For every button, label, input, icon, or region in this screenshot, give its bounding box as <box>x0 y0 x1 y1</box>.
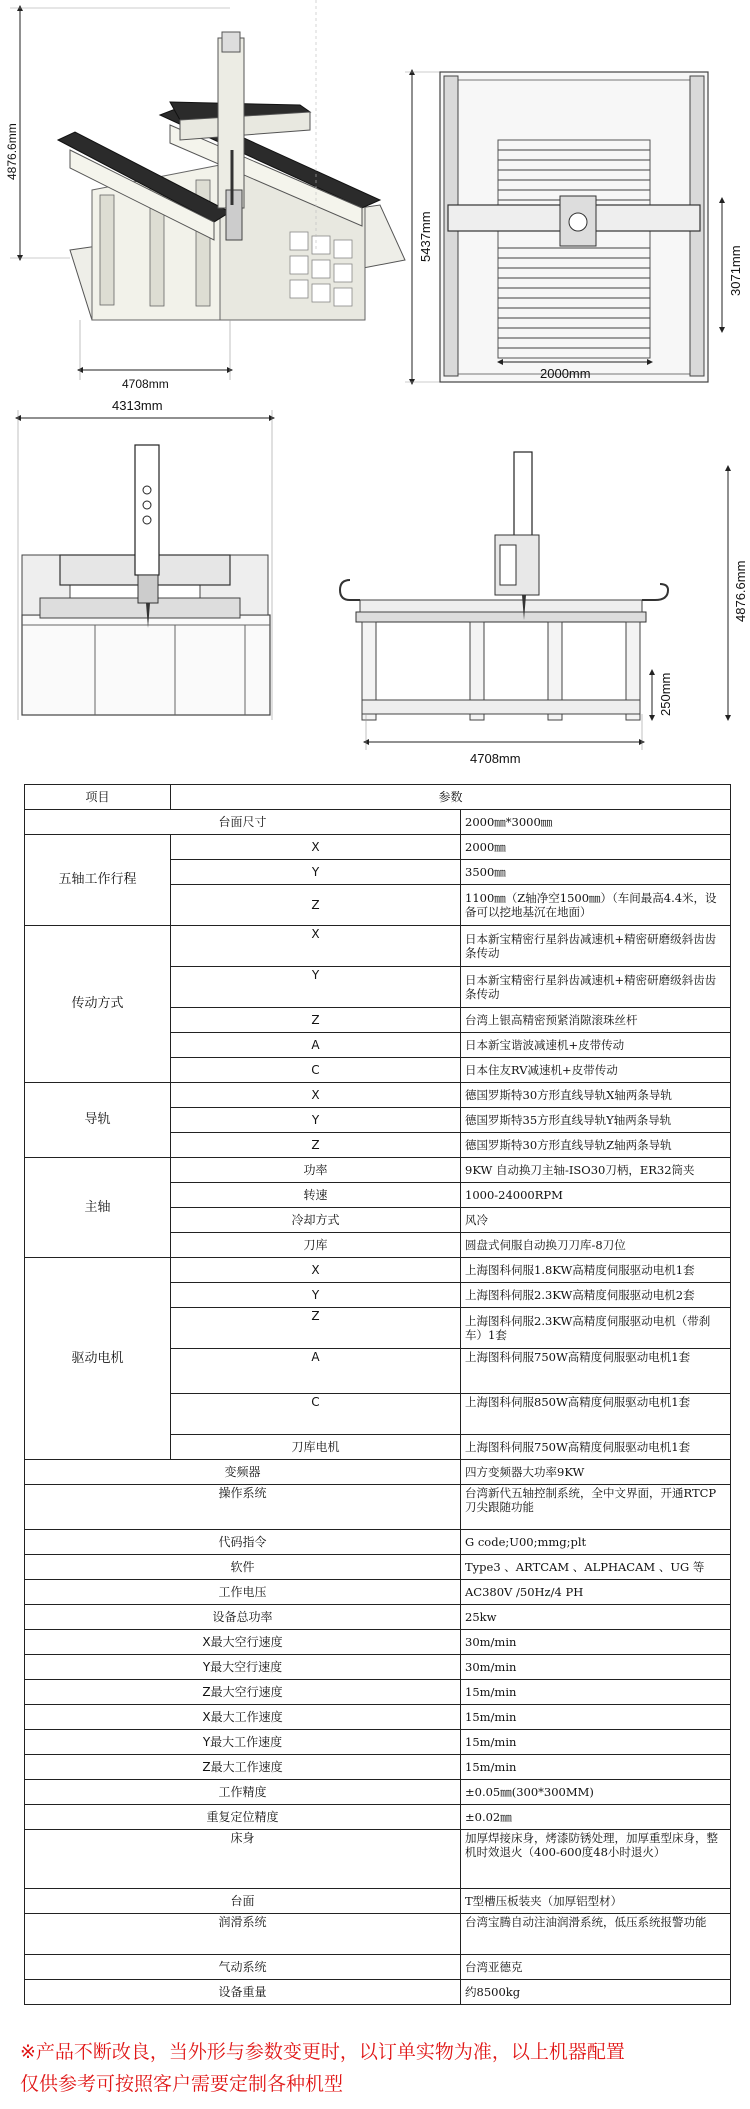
value-dm-c: 上海图科伺服850W高精度伺服驱动电机1套 <box>461 1394 731 1435</box>
row-control <box>25 1485 731 1530</box>
row-repeat <box>25 1805 731 1830</box>
top-view <box>405 72 743 382</box>
row-voltage <box>25 1580 731 1605</box>
key-inverter: 变频器 <box>25 1460 461 1485</box>
value-guide-y: 德国罗斯特35方形直线导轨Y轴两条导轨 <box>461 1108 731 1133</box>
value-accuracy: ±0.05㎜(300*300MM) <box>461 1780 731 1805</box>
value-travel-x: 2000㎜ <box>461 835 731 860</box>
key-power: 设备总功率 <box>25 1605 461 1630</box>
value-xwork: 15m/min <box>461 1705 731 1730</box>
disclaimer-line-1: ※产品不断改良，当外形与参数变更时，以订单实物为准，以上机器配置 <box>20 2041 625 2063</box>
iso-width-label: 4708mm <box>122 377 169 391</box>
key-pneu: 气动系统 <box>25 1955 461 1980</box>
group-guide: 导轨 <box>25 1083 171 1158</box>
row-sp-power <box>25 1158 731 1183</box>
key-trans-y: Y <box>171 967 461 1008</box>
row-xrapid <box>25 1630 731 1655</box>
top-width-label: 2000mm <box>540 366 591 381</box>
key-ywork: Y最大工作速度 <box>25 1730 461 1755</box>
key-sp-mag: 刀库 <box>171 1233 461 1258</box>
value-tabletop: T型槽压板装夹（加厚铝型材） <box>461 1889 731 1914</box>
value-code: G code;U00;mmg;plt <box>461 1530 731 1555</box>
key-travel-y: Y <box>171 860 461 885</box>
row-ywork <box>25 1730 731 1755</box>
row-inverter <box>25 1460 731 1485</box>
row-yrapid <box>25 1655 731 1680</box>
row-dm-x <box>25 1258 731 1283</box>
value-control: 台湾新代五轴控制系统，全中文界面，开通RTCP刀尖跟随功能 <box>461 1485 731 1530</box>
key-lube: 润滑系统 <box>25 1914 461 1955</box>
group-drive-motor: 驱动电机 <box>25 1258 171 1460</box>
value-sp-cool: 风冷 <box>461 1208 731 1233</box>
side-base-label: 250mm <box>658 672 673 716</box>
key-repeat: 重复定位精度 <box>25 1805 461 1830</box>
value-trans-a: 日本新宝谐波减速机+皮带传动 <box>461 1033 731 1058</box>
value-weight: 约8500kg <box>461 1980 731 2005</box>
row-software <box>25 1555 731 1580</box>
technical-drawings <box>0 0 750 778</box>
key-dm-z: Z <box>171 1308 461 1349</box>
value-bed: 加厚焊接床身，烤漆防锈处理，加厚重型床身，整机时效退火（400-600度48小时退火） <box>461 1830 731 1889</box>
key-bed: 床身 <box>25 1830 461 1889</box>
value-dm-y: 上海图科伺服2.3KW高精度伺服驱动电机2套 <box>461 1283 731 1308</box>
side-height-label: 4876.6mm <box>733 560 748 622</box>
key-sp-speed: 转速 <box>171 1183 461 1208</box>
group-spindle: 主轴 <box>25 1158 171 1258</box>
key-tabletop: 台面 <box>25 1889 461 1914</box>
value-lube: 台湾宝腾自动注油润滑系统，低压系统报警功能 <box>461 1914 731 1955</box>
side-width-label: 4708mm <box>470 751 521 766</box>
key-dm-x: X <box>171 1258 461 1283</box>
value-ywork: 15m/min <box>461 1730 731 1755</box>
row-accuracy <box>25 1780 731 1805</box>
key-dm-c: C <box>171 1394 461 1435</box>
key-trans-c: C <box>171 1058 461 1083</box>
row-trans-x <box>25 926 731 967</box>
value-zrapid: 15m/min <box>461 1680 731 1705</box>
value-trans-y: 日本新宝精密行星斜齿减速机+精密研磨级斜齿齿条传动 <box>461 967 731 1008</box>
row-weight <box>25 1980 731 2005</box>
spec-table <box>24 784 731 2005</box>
value-table-size: 2000㎜*3000㎜ <box>461 810 731 835</box>
value-voltage: AC380V /50Hz/4 PH <box>461 1580 731 1605</box>
key-code: 代码指令 <box>25 1530 461 1555</box>
row-tabletop <box>25 1889 731 1914</box>
key-xwork: X最大工作速度 <box>25 1705 461 1730</box>
drawings-svg <box>0 0 750 778</box>
value-sp-mag: 圆盘式伺服自动换刀刀库-8刀位 <box>461 1233 731 1258</box>
value-trans-x: 日本新宝精密行星斜齿减速机+精密研磨级斜齿齿条传动 <box>461 926 731 967</box>
value-dm-x: 上海图科伺服1.8KW高精度伺服驱动电机1套 <box>461 1258 731 1283</box>
row-lube <box>25 1914 731 1955</box>
group-transmission: 传动方式 <box>25 926 171 1083</box>
value-dm-a: 上海图科伺服750W高精度伺服驱动电机1套 <box>461 1349 731 1394</box>
key-weight: 设备重量 <box>25 1980 461 2005</box>
row-xwork <box>25 1705 731 1730</box>
key-dm-y: Y <box>171 1283 461 1308</box>
key-software: 软件 <box>25 1555 461 1580</box>
value-travel-y: 3500㎜ <box>461 860 731 885</box>
value-zwork: 15m/min <box>461 1755 731 1780</box>
group-axis-travel: 五轴工作行程 <box>25 835 171 926</box>
header-param: 参数 <box>171 785 731 810</box>
value-trans-c: 日本住友RV减速机+皮带传动 <box>461 1058 731 1083</box>
top-length-label: 5437mm <box>418 211 433 262</box>
value-pneu: 台湾亚德克 <box>461 1955 731 1980</box>
value-power: 25kw <box>461 1605 731 1630</box>
key-guide-y: Y <box>171 1108 461 1133</box>
group-table-size: 台面尺寸 <box>25 810 461 835</box>
key-sp-cool: 冷却方式 <box>171 1208 461 1233</box>
row-zwork <box>25 1755 731 1780</box>
key-travel-z: Z <box>171 885 461 926</box>
row-pneu <box>25 1955 731 1980</box>
key-travel-x: X <box>171 835 461 860</box>
key-accuracy: 工作精度 <box>25 1780 461 1805</box>
iso-height-label: 4876.6mm <box>5 123 19 180</box>
header-row <box>25 785 731 810</box>
row-zrapid <box>25 1680 731 1705</box>
key-dm-a: A <box>171 1349 461 1394</box>
key-zrapid: Z最大空行速度 <box>25 1680 461 1705</box>
value-inverter: 四方变频器大功率9KW <box>461 1460 731 1485</box>
value-guide-x: 德国罗斯特30方形直线导轨X轴两条导轨 <box>461 1083 731 1108</box>
value-sp-speed: 1000-24000RPM <box>461 1183 731 1208</box>
row-bed <box>25 1830 731 1889</box>
key-yrapid: Y最大空行速度 <box>25 1655 461 1680</box>
key-sp-power: 功率 <box>171 1158 461 1183</box>
key-zwork: Z最大工作速度 <box>25 1755 461 1780</box>
row-table-size <box>25 810 731 835</box>
header-item: 项目 <box>25 785 171 810</box>
key-control: 操作系统 <box>25 1485 461 1530</box>
side-view <box>340 452 748 766</box>
key-guide-x: X <box>171 1083 461 1108</box>
row-code <box>25 1530 731 1555</box>
key-xrapid: X最大空行速度 <box>25 1630 461 1655</box>
top-travel-label: 3071mm <box>728 245 743 296</box>
value-software: Type3 、ARTCAM 、ALPHACAM 、UG 等 <box>461 1555 731 1580</box>
iso-view <box>5 0 405 391</box>
key-trans-z: Z <box>171 1008 461 1033</box>
value-dm-tool: 上海图科伺服750W高精度伺服驱动电机1套 <box>461 1435 731 1460</box>
key-trans-x: X <box>171 926 461 967</box>
row-guide-x <box>25 1083 731 1108</box>
disclaimer <box>20 2036 740 2100</box>
key-guide-z: Z <box>171 1133 461 1158</box>
value-yrapid: 30m/min <box>461 1655 731 1680</box>
row-power <box>25 1605 731 1630</box>
value-sp-power: 9KW 自动换刀主轴-ISO30刀柄，ER32筒夹 <box>461 1158 731 1183</box>
front-width-label: 4313mm <box>112 398 163 413</box>
value-trans-z: 台湾上银高精密预紧消隙滚珠丝杆 <box>461 1008 731 1033</box>
row-travel-x <box>25 835 731 860</box>
key-trans-a: A <box>171 1033 461 1058</box>
value-xrapid: 30m/min <box>461 1630 731 1655</box>
disclaimer-line-2: 仅供参考可按照客户需要定制各种机型 <box>20 2073 344 2095</box>
key-voltage: 工作电压 <box>25 1580 461 1605</box>
value-dm-z: 上海图科伺服2.3KW高精度伺服驱动电机（带刹车）1套 <box>461 1308 731 1349</box>
value-repeat: ±0.02㎜ <box>461 1805 731 1830</box>
key-dm-tool: 刀库电机 <box>171 1435 461 1460</box>
front-view <box>18 398 272 720</box>
value-guide-z: 德国罗斯特30方形直线导轨Z轴两条导轨 <box>461 1133 731 1158</box>
value-travel-z: 1100㎜（Z轴净空1500㎜）（车间最高4.4米，设备可以挖地基沉在地面） <box>461 885 731 926</box>
